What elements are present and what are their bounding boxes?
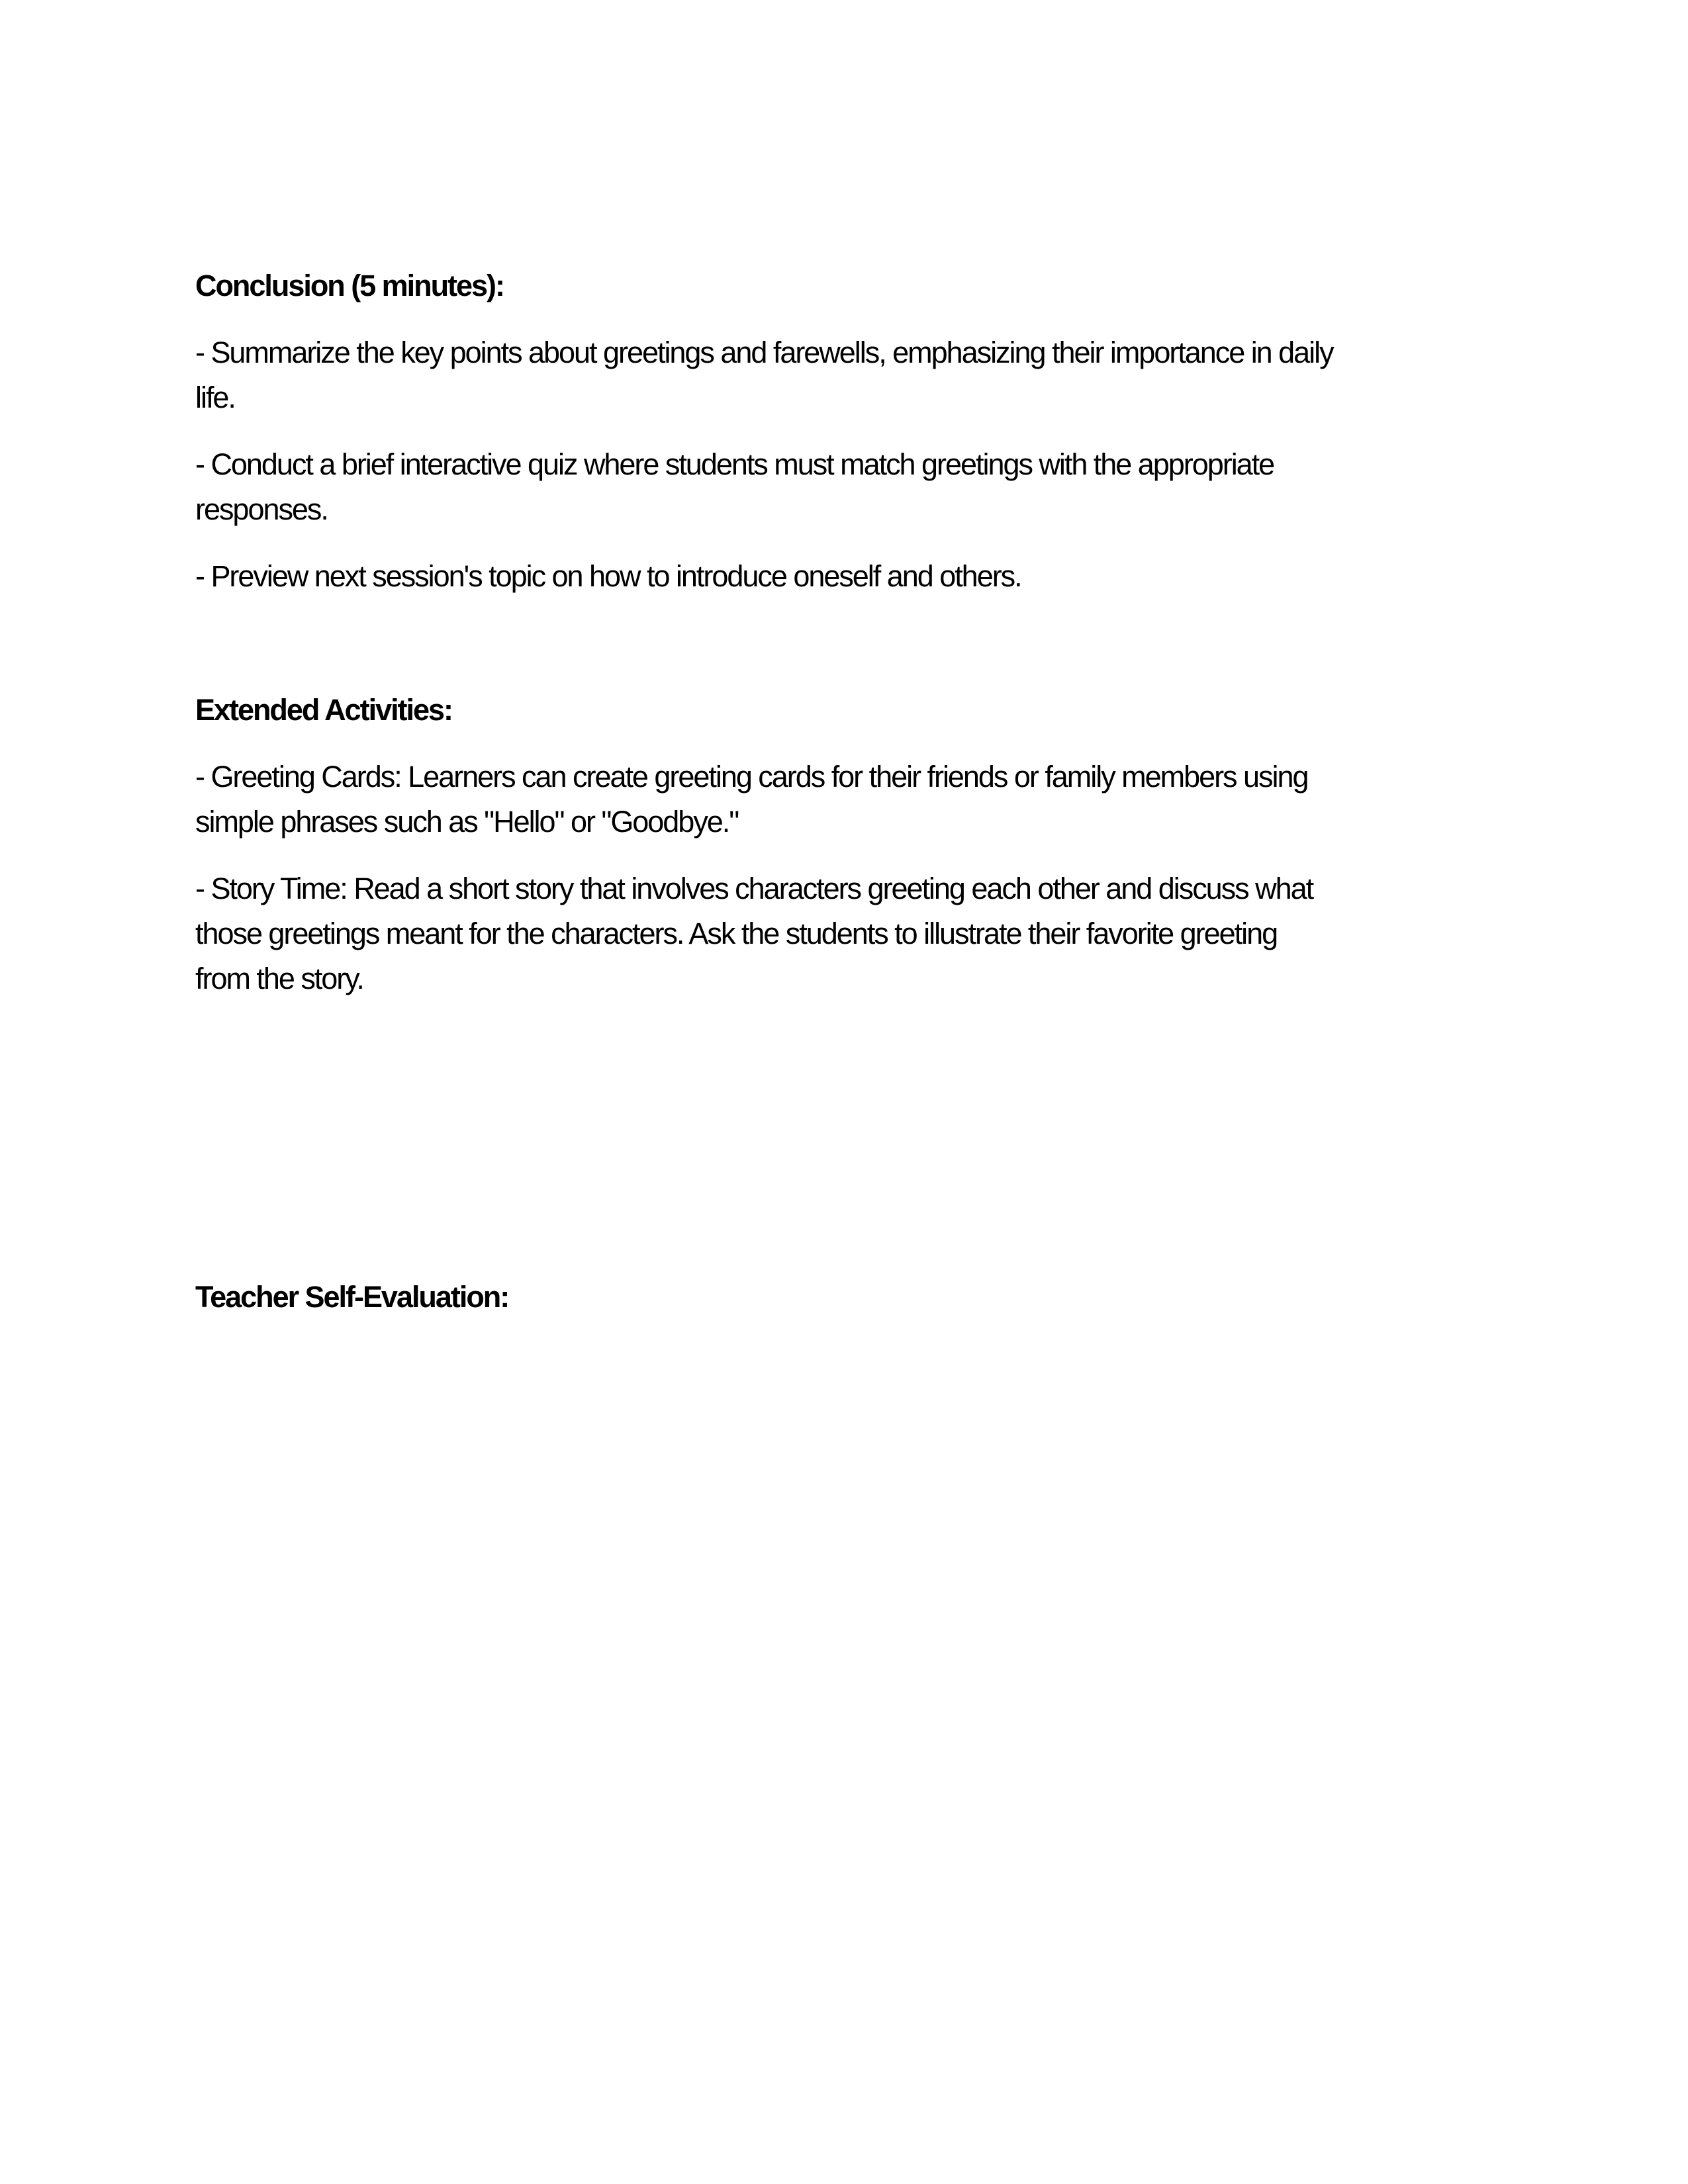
extended-activities-heading: Extended Activities: [195,693,452,727]
conclusion-heading: Conclusion (5 minutes): [195,269,504,302]
text-line: - Preview next session's topic on how to introduce oneself and others. [195,559,1021,593]
text-line: responses. [195,492,328,526]
large-vertical-gap [195,1023,1506,1275]
section-teacher-self-evaluation [195,1275,1506,1320]
section-extended-activities [195,688,1506,1001]
text-line: from the story. [195,962,363,995]
text-line: simple phrases such as "Hello" or "Goodbye." [195,805,739,839]
text-line: those greetings meant for the characters. Ask the students to illustrate their favorite greeting [195,917,1278,950]
text-line: - Summarize the key points about greetings and farewells, emphasizing their importance in daily [195,336,1333,369]
text-line: life. [195,381,235,414]
section-conclusion [195,263,1506,599]
teacher-self-evaluation-heading: Teacher Self-Evaluation: [195,1280,509,1314]
extended-paragraph-greeting-cards [195,754,1506,844]
extended-paragraph-story-time [195,866,1506,1001]
text-line: - Story Time: Read a short story that involves characters greeting each other and discuss what [195,872,1313,905]
empty-paragraph-spacer [195,621,1506,688]
text-line: - Conduct a brief interactive quiz where students must match greetings with the appropriate [195,447,1274,481]
conclusion-paragraph-preview [195,554,1506,599]
conclusion-paragraph-summarize [195,330,1506,420]
conclusion-paragraph-quiz [195,442,1506,532]
text-line: - Greeting Cards: Learners can create greeting cards for their friends or family members using [195,760,1308,794]
